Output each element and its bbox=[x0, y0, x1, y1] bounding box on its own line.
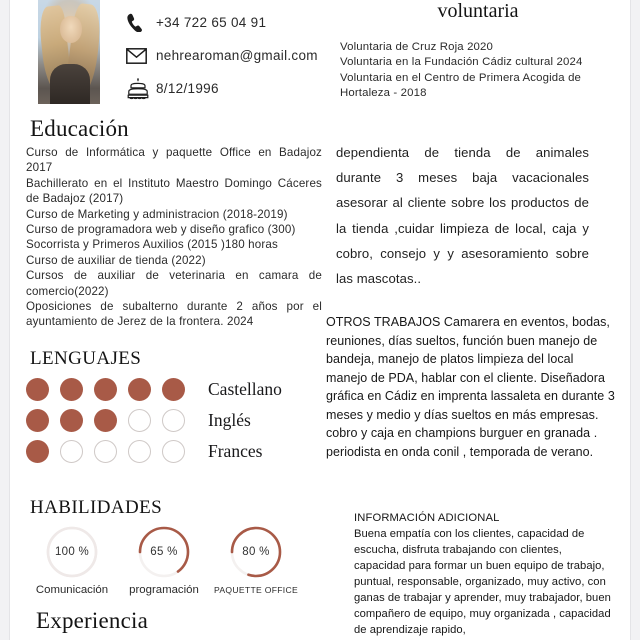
level-dot bbox=[60, 378, 83, 401]
contact-header bbox=[20, 0, 320, 118]
education-item: Curso de auxiliar de tienda (2022) bbox=[26, 253, 206, 267]
volunteering-heading: voluntaria bbox=[437, 0, 519, 22]
language-row bbox=[26, 374, 322, 405]
level-dot bbox=[128, 378, 151, 401]
contact-phone bbox=[126, 8, 326, 37]
volunteering-item: Voluntaria en el Centro de Primera Acogida de Hortaleza - 2018 bbox=[340, 71, 582, 100]
education-list bbox=[26, 145, 322, 330]
job-description-paragraph: dependienta de tienda de animales durante 3 meses baja vacacionales asesorar al cliente sobre los productos de la tienda ,cuidar limpieza de local, caja y cobro, consejo y y asesoramiento sobre las mascotas.. bbox=[336, 145, 589, 287]
skill-percent: 65 % bbox=[150, 546, 178, 558]
cv-right-column bbox=[326, 0, 630, 640]
volunteering-item: Voluntaria en la Fundación Cádiz cultural 2024 bbox=[340, 56, 583, 69]
level-dot bbox=[26, 440, 49, 463]
birthday-cake-icon bbox=[126, 77, 156, 101]
photo-face bbox=[60, 16, 82, 43]
phone-value: +34 722 65 04 91 bbox=[156, 15, 267, 30]
level-dot bbox=[162, 440, 185, 463]
education-item: Curso de Informática y paquette Office en Badajoz 2017 bbox=[26, 146, 322, 175]
language-name: Castellano bbox=[208, 379, 282, 399]
phone-icon bbox=[126, 13, 156, 32]
skill-label: programación bbox=[129, 584, 199, 596]
level-dot bbox=[128, 440, 151, 463]
skills-heading: HABILIDADES bbox=[30, 497, 163, 518]
skill-item bbox=[210, 523, 302, 597]
language-level-dots bbox=[26, 409, 208, 432]
level-dot bbox=[94, 378, 117, 401]
level-dot bbox=[60, 409, 83, 432]
other-jobs-paragraph: OTROS TRABAJOS Camarera en eventos, bodas, reuniones, días sueltos, función buen manejo de bandeja, manejo de platos limpieza del local manejo de PDA, hablar con el cliente. Diseñadora gráfica en Cádiz en imprenta lassaleta en durante 3 meses y medio y días sueltos en más empresas. cobro y caja en champions burguer en granada . periodista en onda conil , temporada de verano. bbox=[326, 315, 615, 459]
skill-label: PAQUETTE OFFICE bbox=[213, 585, 299, 595]
envelope-icon bbox=[126, 48, 156, 64]
page-right-margin-strip bbox=[630, 0, 640, 640]
additional-info-section bbox=[354, 510, 614, 638]
skill-item bbox=[118, 523, 210, 597]
email-value: nehrearoman@gmail.com bbox=[156, 48, 318, 63]
language-name: Frances bbox=[208, 441, 263, 461]
skill-percent: 80 % bbox=[242, 546, 270, 558]
contact-email bbox=[126, 41, 326, 70]
education-item: Curso de programadora web y diseño grafico (300) bbox=[26, 223, 296, 237]
language-row bbox=[26, 436, 322, 467]
cv-left-column bbox=[14, 0, 320, 640]
skills-row bbox=[26, 523, 322, 597]
applicant-photo bbox=[38, 0, 100, 104]
skill-item bbox=[26, 523, 118, 597]
contact-list bbox=[126, 8, 326, 107]
level-dot bbox=[60, 440, 83, 463]
volunteering-list bbox=[340, 40, 622, 102]
education-section bbox=[26, 116, 322, 330]
level-dot bbox=[26, 409, 49, 432]
level-dot bbox=[94, 409, 117, 432]
level-dot bbox=[162, 378, 185, 401]
languages-section bbox=[26, 348, 322, 467]
language-level-dots bbox=[26, 440, 208, 463]
level-dot bbox=[94, 440, 117, 463]
level-dot bbox=[128, 409, 151, 432]
skill-progress-ring bbox=[227, 523, 285, 581]
languages-heading: LENGUAJES bbox=[30, 348, 142, 369]
birthdate-value: 8/12/1996 bbox=[156, 81, 219, 96]
education-item: Curso de Marketing y administracion (2018-2019) bbox=[26, 207, 288, 221]
education-heading: Educación bbox=[30, 116, 129, 141]
skill-progress-ring bbox=[135, 523, 193, 581]
additional-info-paragraph: Buena empatía con los clientes, capacidad de escucha, disfruta trabajando con clientes, capacidad para formar un buen equipo de trabajo, puntual, responsable, organizado, muy activo, con ganas de trabajar y aprender, muy trabajador, buen compañero de equipo, muy organizada , capacidad de aprendizaje rapido, bbox=[354, 528, 611, 636]
volunteering-item: Voluntaria de Cruz Roja 2020 bbox=[340, 41, 494, 53]
page-left-margin-strip bbox=[0, 0, 10, 640]
education-item: Bachillerato en el Instituto Maestro Domingo Cáceres de Badajoz (2017) bbox=[26, 176, 322, 206]
experience-heading: Experiencia bbox=[36, 608, 149, 633]
language-row bbox=[26, 405, 322, 436]
education-item: Oposiciones de subalterno durante 2 años por el ayuntamiento de Jerez de la frontera. 2024 bbox=[26, 300, 322, 329]
additional-info-heading: INFORMACIÓN ADICIONAL bbox=[354, 512, 500, 524]
education-item: Socorrista y Primeros Auxilios (2015 )180 horas bbox=[26, 238, 278, 252]
language-name: Inglés bbox=[208, 410, 251, 430]
level-dot bbox=[26, 378, 49, 401]
language-level-dots bbox=[26, 378, 208, 401]
skills-section bbox=[26, 497, 322, 597]
level-dot bbox=[162, 409, 185, 432]
skill-percent: 100 % bbox=[54, 546, 90, 558]
skill-progress-ring bbox=[43, 523, 101, 581]
education-item: Cursos de auxiliar de veterinaria en camara de comercio(2022) bbox=[26, 269, 322, 298]
contact-birthdate bbox=[126, 74, 326, 103]
skill-label: Comunicación bbox=[35, 584, 109, 596]
photo-torso bbox=[50, 64, 90, 104]
